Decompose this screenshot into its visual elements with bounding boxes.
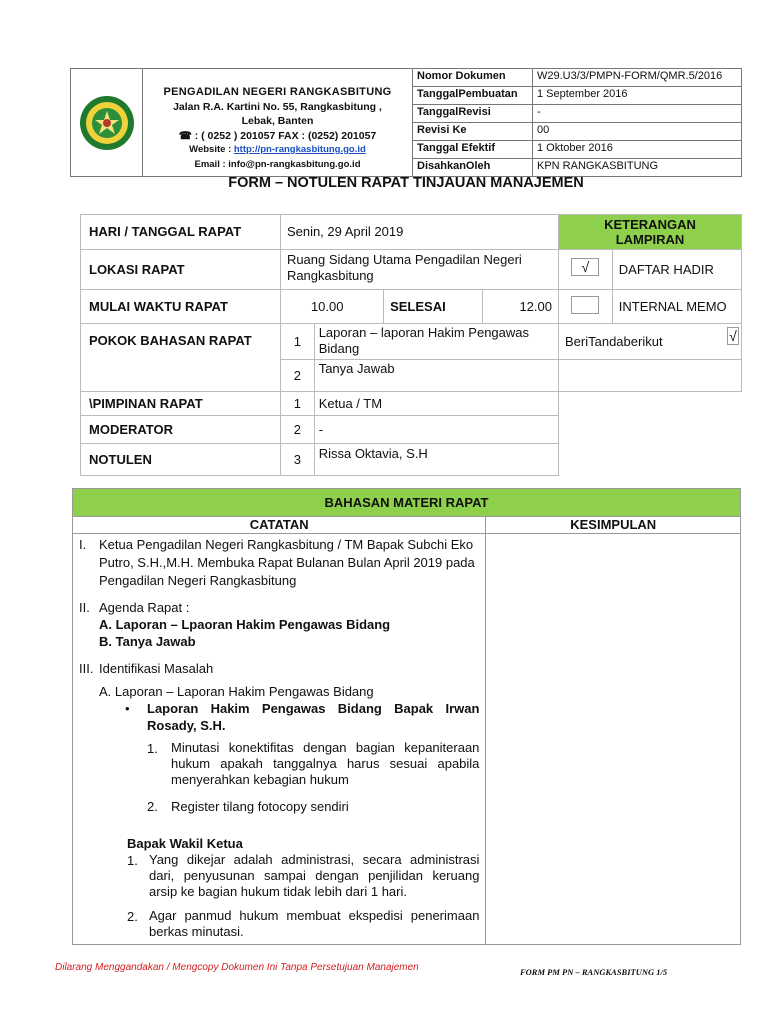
- selesai-value: 12.00: [483, 290, 559, 324]
- logo-cell: [71, 69, 143, 177]
- court-logo-icon: [78, 94, 136, 152]
- address-line-2: Lebak, Banten: [241, 115, 314, 127]
- role-number: 3: [280, 444, 314, 476]
- agenda-a: A. Laporan – Lpaoran Hakim Pengawas Bidang: [99, 617, 391, 632]
- numbered-item: 1. Minutasi konektifitas dengan bagian kepaniteraan hukum apakah tanggalnya harus sesuai apabila menyerahkan kebagian hukum: [147, 740, 480, 787]
- mulai-label: MULAI WAKTU RAPAT: [81, 290, 281, 324]
- bullet-item: • Laporan Hakim Pengawas Bidang Bapak Irwan Rosady, S.H.: [125, 701, 480, 733]
- court-identity: [143, 69, 413, 177]
- meta-key: Revisi Ke: [413, 123, 533, 141]
- email-line: Email : info@pn-rangkasbitung.go.id: [194, 158, 361, 170]
- meta-value: 1 September 2016: [533, 87, 742, 105]
- meta-key: TanggalRevisi: [413, 105, 533, 123]
- hari-value: Senin, 29 April 2019: [280, 215, 558, 250]
- agenda-b: B. Tanya Jawab: [99, 634, 196, 649]
- keterangan-lampiran-header: KETERANGAN LAMPIRAN: [559, 215, 742, 250]
- meta-key: Tanggal Efektif: [413, 141, 533, 159]
- pokok-number: 1: [280, 324, 314, 360]
- pimpinan-label: \PIMPINAN RAPAT: [81, 392, 281, 416]
- address-line-1: Jalan R.A. Kartini No. 55, Rangkasbitung ,: [173, 100, 382, 113]
- hari-label: HARI / TANGGAL RAPAT: [81, 215, 281, 250]
- section-3: III. Identifikasi Masalah: [79, 661, 214, 676]
- pokok-text: Laporan – laporan Hakim Pengawas Bidang: [314, 324, 558, 360]
- role-number: 1: [280, 392, 314, 416]
- section-1: I. Ketua Pengadilan Negeri Rangkasbitung / TM Bapak Subchi Eko Putro, S.H.,M.H. Membuka Rapat Bulanan Bulan April 2019 pada Pengadilan Negeri Rangkasbitung: [79, 537, 475, 588]
- meta-value: KPN RANGKASBITUNG: [533, 159, 742, 177]
- website-label: Website :: [189, 144, 234, 155]
- meeting-info-table: [80, 214, 742, 476]
- internal-memo-label: INTERNAL MEMO: [612, 290, 741, 324]
- document-header: [70, 68, 742, 177]
- beri-tanda-checkbox[interactable]: √: [727, 327, 739, 345]
- meta-value: -: [533, 105, 742, 123]
- beri-tanda-label: BeriTandaberikut: [565, 334, 663, 349]
- role-number: 2: [280, 416, 314, 444]
- meta-key: DisahkanOleh: [413, 159, 533, 177]
- selesai-label: SELESAI: [384, 290, 483, 324]
- pokok-text: Tanya Jawab: [314, 360, 558, 392]
- website-link[interactable]: http://pn-rangkasbitung.go.id: [233, 144, 366, 155]
- pokok-number: 2: [280, 360, 314, 392]
- footer-page-info: FORM PM PN – RANGKASBITUNG 1/5: [520, 967, 668, 977]
- notulen-label: NOTULEN: [81, 444, 281, 476]
- org-name: PENGADILAN NEGERI RANGKASBITUNG: [163, 86, 392, 98]
- mulai-value: 10.00: [280, 290, 383, 324]
- sub-a: A. Laporan – Laporan Hakim Pengawas Bidang: [99, 684, 374, 699]
- bahasan-title: BAHASAN MATERI RAPAT: [73, 489, 741, 517]
- wakil-ketua-title: Bapak Wakil Ketua: [127, 836, 243, 851]
- kesimpulan-header: KESIMPULAN: [486, 517, 741, 534]
- numbered-item: 2. Agar panmud hukum membuat ekspedisi penerimaan berkas minutasi.: [127, 908, 480, 939]
- footer-disclaimer: Dilarang Menggandakan / Mengcopy Dokumen Ini Tanpa Persetujuan Manajemen: [55, 962, 419, 973]
- daftar-hadir-checkbox[interactable]: √: [571, 258, 599, 276]
- catatan-header: CATATAN: [73, 517, 486, 534]
- kesimpulan-content: [486, 534, 741, 945]
- meta-value: W29.U3/3/PMPN-FORM/QMR.5/2016: [533, 69, 742, 87]
- meta-key: Nomor Dokumen: [413, 69, 533, 87]
- website-line: [143, 143, 412, 158]
- moderator-value: -: [314, 416, 558, 444]
- notulen-value: Rissa Oktavia, S.H: [314, 444, 558, 476]
- form-title: FORM – NOTULEN RAPAT TINJAUAN MANAJEMEN: [228, 175, 584, 191]
- numbered-item: 1. Yang dikejar adalah administrasi, secara administrasi dari, penyusunan sampai dengan penjilidan keruang arsip ke bagian hukum tidak lebih dari 1 hari.: [127, 852, 480, 899]
- bahasan-materi-table: [72, 488, 741, 945]
- meta-value: 00: [533, 123, 742, 141]
- daftar-hadir-label: DAFTAR HADIR: [612, 250, 741, 290]
- internal-memo-checkbox[interactable]: [571, 296, 599, 314]
- pimpinan-value: Ketua / TM: [314, 392, 558, 416]
- moderator-label: MODERATOR: [81, 416, 281, 444]
- meta-key: TanggalPembuatan: [413, 87, 533, 105]
- catatan-content: [73, 534, 486, 945]
- lokasi-label: LOKASI RAPAT: [81, 250, 281, 290]
- pokok-label: POKOK BAHASAN RAPAT: [81, 324, 281, 392]
- lokasi-value: Ruang Sidang Utama Pengadilan Negeri Rangkasbitung: [280, 250, 558, 290]
- section-2: II. Agenda Rapat :: [79, 600, 190, 615]
- numbered-item: 2. Register tilang fotocopy sendiri: [147, 799, 349, 814]
- meta-value: 1 Oktober 2016: [533, 141, 742, 159]
- phone-line: ☎ : ( 0252 ) 201057 FAX : (0252) 201057: [178, 129, 377, 142]
